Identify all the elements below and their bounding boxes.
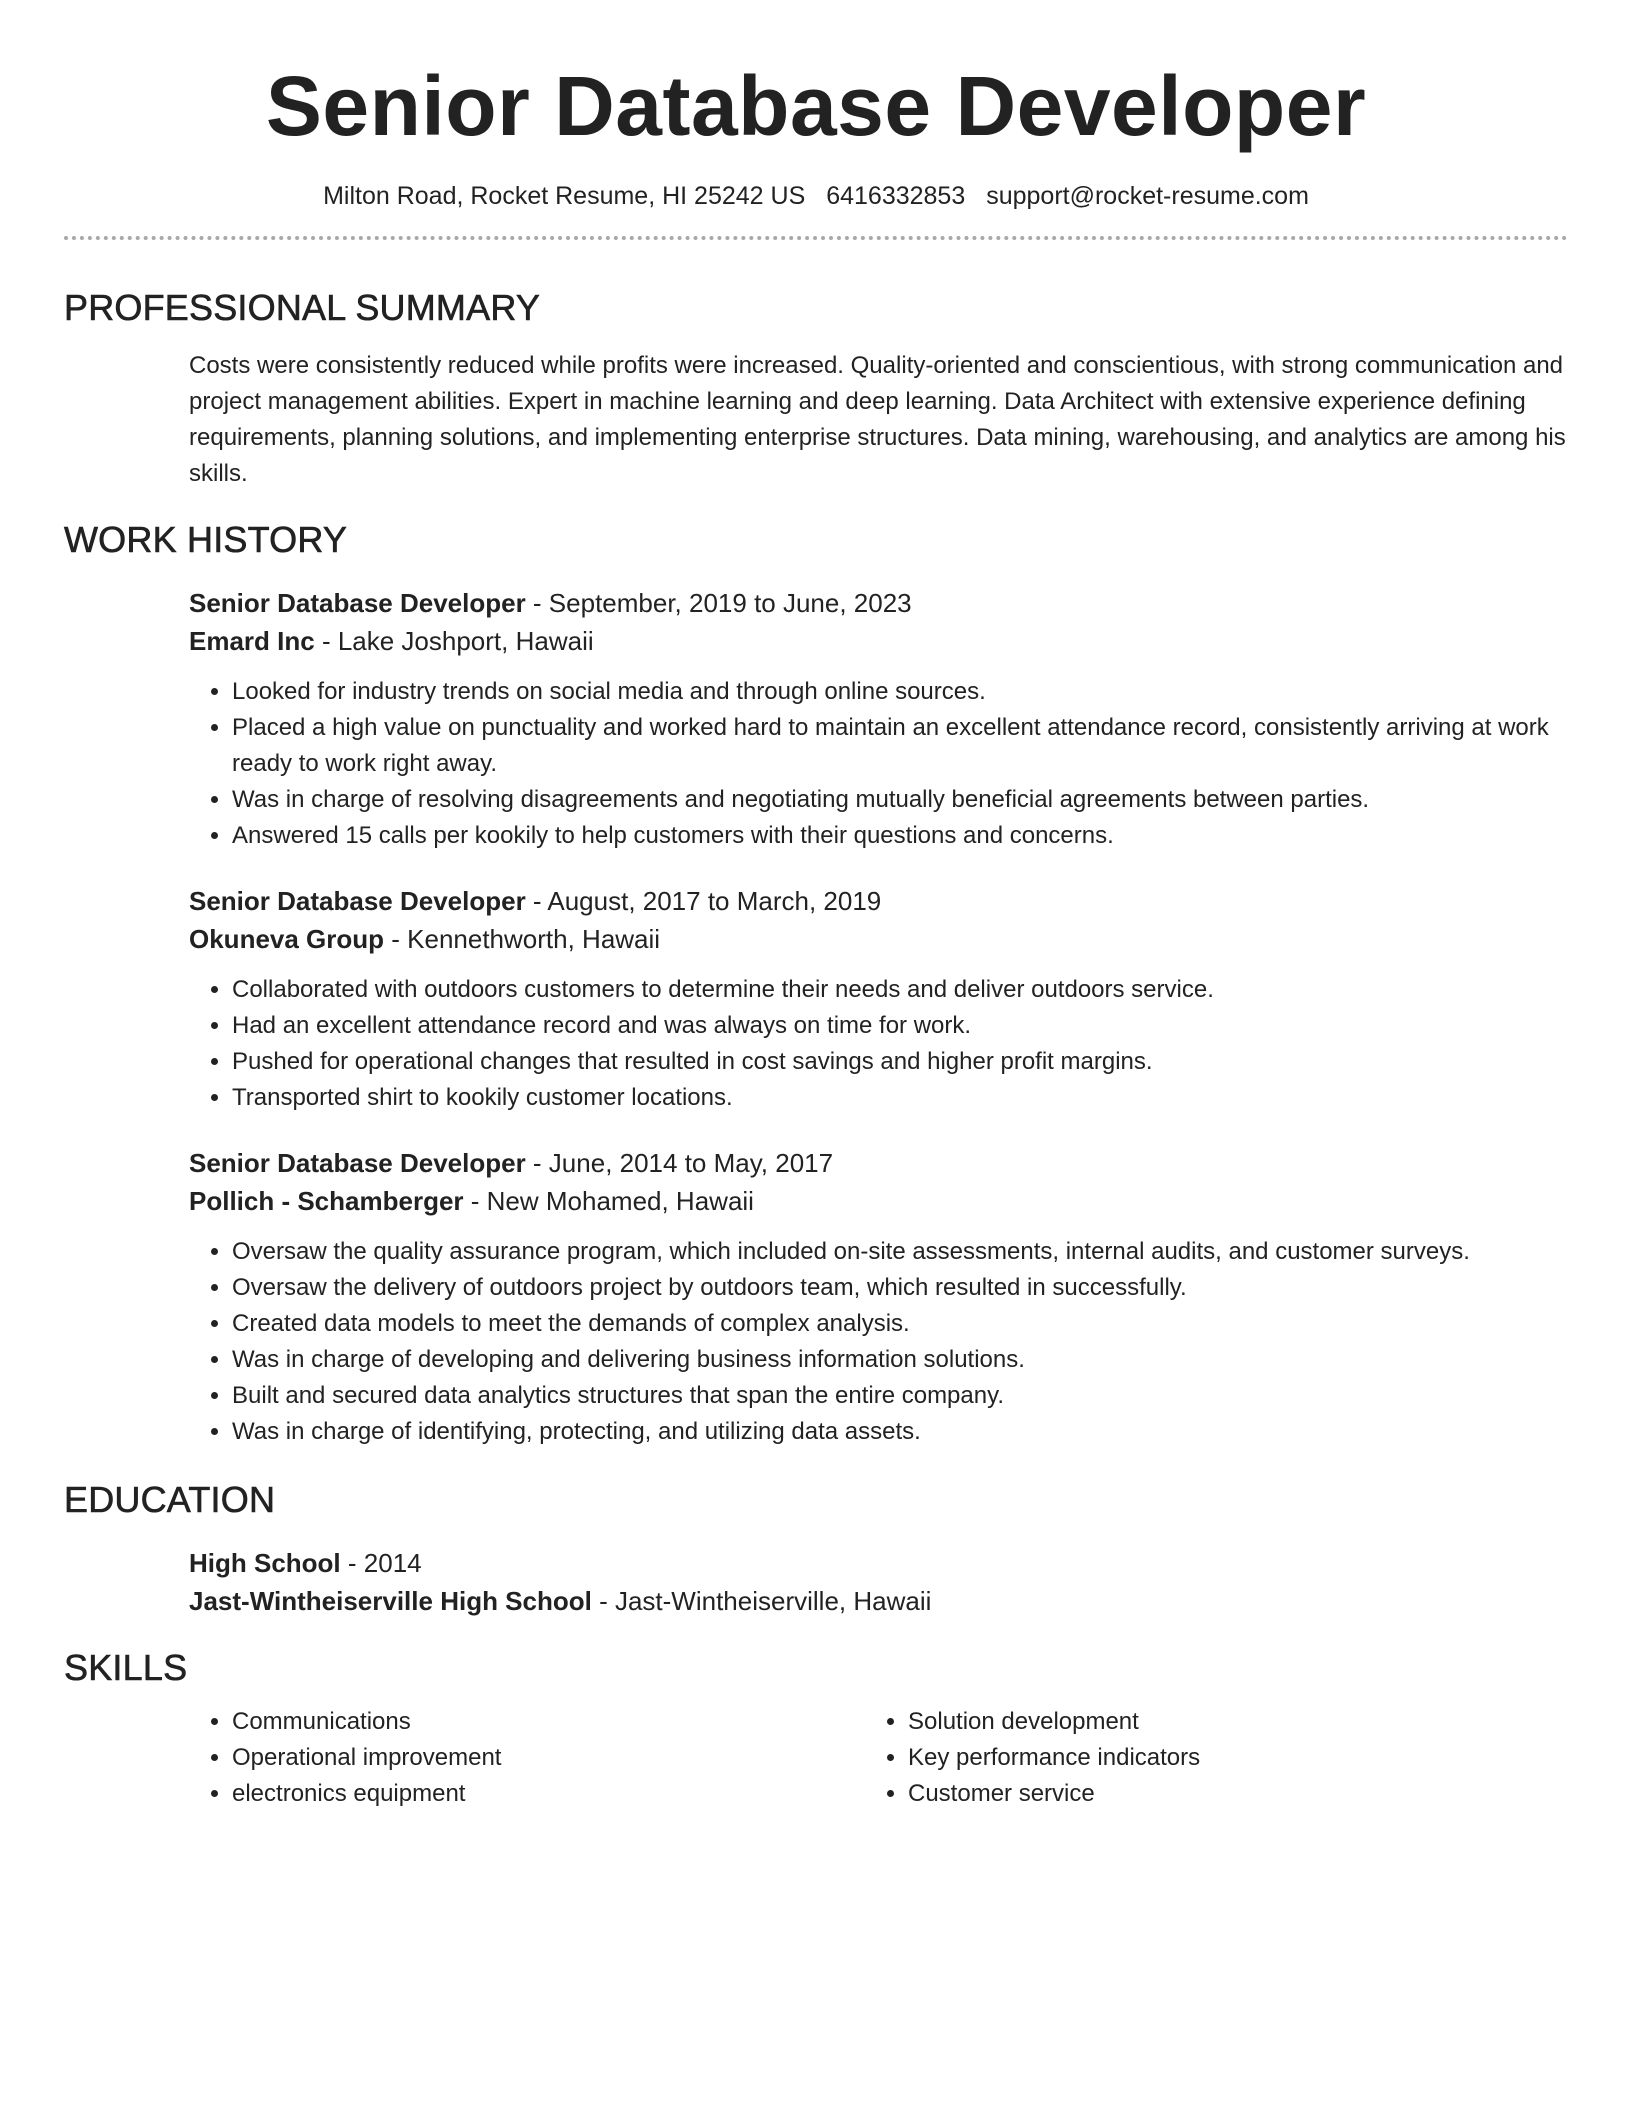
job-dates: - August, 2017 to March, 2019 bbox=[525, 886, 882, 916]
job-location: - Lake Joshport, Hawaii bbox=[314, 626, 594, 656]
list-item: • Key performance indicators bbox=[908, 1740, 1565, 1776]
education-entry bbox=[189, 1544, 1568, 1620]
list-item: • Had an excellent attendance record and was always on time for work. bbox=[232, 1008, 1568, 1044]
job-location: - Kennethworth, Hawaii bbox=[384, 924, 661, 954]
education-degree-line bbox=[189, 1544, 1568, 1582]
skills-list bbox=[189, 1704, 1568, 1812]
job-entry bbox=[189, 882, 1568, 1116]
job-bullets bbox=[189, 972, 1568, 1116]
summary-text: Costs were consistently reduced while profits were increased. Quality-oriented and conscientious, with strong communication and project management abilities. Expert in machine learning and deep learning. Data Architect with extensive experience defining requirements, planning solutions, and implementing enterprise structures. Data mining, warehousing, and analytics are among his skills. bbox=[189, 352, 1566, 487]
list-item: • Was in charge of resolving disagreements and negotiating mutually beneficial agreements between parties. bbox=[232, 782, 1568, 818]
list-item: • Answered 15 calls per kookily to help customers with their questions and concerns. bbox=[232, 818, 1568, 854]
list-item: • Operational improvement bbox=[232, 1740, 865, 1776]
header-divider bbox=[64, 236, 1568, 240]
list-item: • Customer service bbox=[908, 1776, 1565, 1812]
job-location: - New Mohamed, Hawaii bbox=[463, 1186, 754, 1216]
education-degree: High School bbox=[189, 1548, 341, 1578]
job-company: Emard Inc bbox=[189, 626, 315, 656]
contact-email: support@rocket-resume.com bbox=[986, 182, 1309, 210]
job-entry bbox=[189, 1144, 1568, 1450]
job-position: Senior Database Developer bbox=[189, 1148, 526, 1178]
list-item: • Communications bbox=[232, 1704, 865, 1740]
list-item: • Oversaw the delivery of outdoors project by outdoors team, which resulted in successfully. bbox=[232, 1270, 1568, 1306]
list-item: • Placed a high value on punctuality and worked hard to maintain an excellent attendance record, consistently arriving at work ready to work right away. bbox=[232, 710, 1568, 782]
education-year: - 2014 bbox=[340, 1548, 422, 1578]
job-title-line bbox=[189, 882, 1568, 920]
list-item: • Solution development bbox=[908, 1704, 1565, 1740]
work-history-heading: WORK HISTORY bbox=[64, 519, 348, 560]
contact-line bbox=[64, 180, 1568, 212]
contact-address: Milton Road, Rocket Resume, HI 25242 US bbox=[323, 182, 806, 210]
job-bullets bbox=[189, 674, 1568, 854]
list-item: • Collaborated with outdoors customers to determine their needs and deliver outdoors service. bbox=[232, 972, 1568, 1008]
page-title: Senior Database Developer bbox=[265, 59, 1367, 153]
list-item: • Oversaw the quality assurance program, which included on-site assessments, internal audits, and customer surveys. bbox=[232, 1234, 1568, 1270]
list-item: • Built and secured data analytics structures that span the entire company. bbox=[232, 1378, 1568, 1414]
job-company-line bbox=[189, 622, 1568, 660]
skills-column-left bbox=[189, 1704, 865, 1812]
education-school: Jast-Wintheiserville High School bbox=[189, 1586, 592, 1616]
list-item: • Looked for industry trends on social media and through online sources. bbox=[232, 674, 1568, 710]
summary-heading: PROFESSIONAL SUMMARY bbox=[64, 287, 541, 328]
job-position: Senior Database Developer bbox=[189, 588, 526, 618]
list-item: • Was in charge of identifying, protecting, and utilizing data assets. bbox=[232, 1414, 1568, 1450]
education-location: - Jast-Wintheiserville, Hawaii bbox=[591, 1586, 932, 1616]
job-company-line bbox=[189, 1182, 1568, 1220]
job-dates: - June, 2014 to May, 2017 bbox=[525, 1148, 834, 1178]
education-school-line bbox=[189, 1582, 1568, 1620]
job-title-line bbox=[189, 584, 1568, 622]
skills-column-right bbox=[865, 1704, 1565, 1812]
job-company-line bbox=[189, 920, 1568, 958]
job-company: Okuneva Group bbox=[189, 924, 385, 954]
list-item: • Transported shirt to kookily customer locations. bbox=[232, 1080, 1568, 1116]
list-item: • Was in charge of developing and delivering business information solutions. bbox=[232, 1342, 1568, 1378]
job-company: Pollich - Schamberger bbox=[189, 1186, 464, 1216]
job-bullets bbox=[189, 1234, 1568, 1450]
contact-phone: 6416332853 bbox=[826, 182, 966, 210]
list-item: • electronics equipment bbox=[232, 1776, 865, 1812]
education-heading: EDUCATION bbox=[64, 1479, 276, 1520]
job-position: Senior Database Developer bbox=[189, 886, 526, 916]
job-title-line bbox=[189, 1144, 1568, 1182]
job-entry bbox=[189, 584, 1568, 854]
list-item: • Created data models to meet the demands of complex analysis. bbox=[232, 1306, 1568, 1342]
list-item: • Pushed for operational changes that resulted in cost savings and higher profit margins. bbox=[232, 1044, 1568, 1080]
job-dates: - September, 2019 to June, 2023 bbox=[525, 588, 912, 618]
skills-heading: SKILLS bbox=[64, 1647, 188, 1688]
